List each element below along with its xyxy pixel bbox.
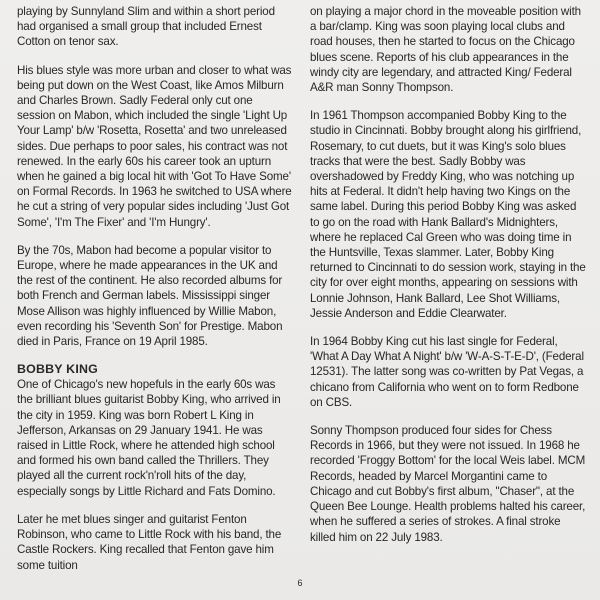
paragraph-mabon-europe: By the 70s, Mabon had become a popular visitor to Europe, where he made appearances in the UK and the rest of the continent. He also recorded albums for both French and German labels. Mississippi singer Mose Allison was highly influenced by Willie Mabon, even recording his 'Seventh Son' for Prestige. Mabon died in Paris, France on 19 April 1985. <box>17 243 283 349</box>
right-column <box>310 4 586 558</box>
paragraph-fenton-robinson: Later he met blues singer and guitarist Fenton Robinson, who came to Little Rock with his band, the Castle Rockers. King recalled that Fenton gave him some tuition <box>17 512 282 572</box>
paragraph-sunnyland-slim: playing by Sunnyland Slim and within a short period had organised a small group that included Ernest Cotton on tenor sax. <box>17 5 275 49</box>
left-column <box>17 4 292 586</box>
paragraph-sonny-thompson-chess: Sonny Thompson produced four sides for Chess Records in 1966, but they were not issued. In 1968 he recorded 'Froggy Bottom' for the local Weis label. MCM Records, headed by Marcel Morgantini came to Chicago and cut Bobby's first album, "Chaser", at the Queen Bee Lounge. Health problems halted his career, when he suffered a series of strokes. A final stroke killed him on 22 July 1983. <box>310 424 586 544</box>
paragraph-major-chord: on playing a major chord in the moveable position with a bar/clamp. King was soon playing local clubs and road houses, then he started to focus on the Chicago blues scene. Reports of his club appearances in the windy city are legendary, and attracted King/ Federal A&R man Sonny Thompson. <box>310 5 581 95</box>
paragraph-1961-cincinnati: In 1961 Thompson accompanied Bobby King to the studio in Cincinnati. Bobby brought along his girlfriend, Rosemary, to cut duets, but it was King's solo blues tracks that were the best. Sadly Bobby was overshadowed by Freddy King, who was notching up hits at Federal. It didn't help having two Kings on the same label. During this period Bobby King was asked to go on the road with Hank Ballard's Midnighters, where he replaced Cal Green who was doing time in the Huntsville, Texas slammer. Later, Bobby King returned to Cincinnati to do session work, staying in the city for over eight months, appearing on sessions with Lonnie Johnson, Hank Ballard, Lee Shot Williams, Jessie Anderson and Eddie Clearwater. <box>310 109 586 320</box>
section-heading-bobby-king: BOBBY KING <box>17 362 98 377</box>
page-number: 6 <box>297 578 303 588</box>
paragraph-blues-style: His blues style was more urban and closer to what was being put down on the West Coast, like Amos Milburn and Charles Brown. Sadly Federal only cut one session on Mabon, which included the single 'Light Up Your Lamp' b/w 'Rosetta, Rosetta' and two unreleased sides. Due perhaps to poor sales, his contract was not renewed. In the early 60s his career took an upturn when he gained a big local hit with 'Got To Have Some' on Formal Records. In 1963 he switched to USA where he cut a string of very popular sides including 'Just Got Some', 'I'm The Fixer' and 'I'm Hungry'. <box>17 63 292 229</box>
paragraph-bobby-king-intro: One of Chicago's new hopefuls in the early 60s was the brilliant blues guitarist Bobby King, who arrived in the city in 1959. King was born Robert L King in Jefferson, Arkansas on 29 January 1941. He was raised in Little Rock, where he attended high school and formed his own band called the Thrillers. They played all the current rock'n'roll hits of the day, especially songs by Little Richard and Fats Domino. <box>17 378 281 498</box>
paragraph-1964-last-single: In 1964 Bobby King cut his last single for Federal, 'What A Day What A Night' b/w 'W-A-S-T-E-D', (Federal 12531). The latter song was co-written by Pat Vegas, a chicano from California who went on to form Redbone on CBS. <box>310 335 584 409</box>
